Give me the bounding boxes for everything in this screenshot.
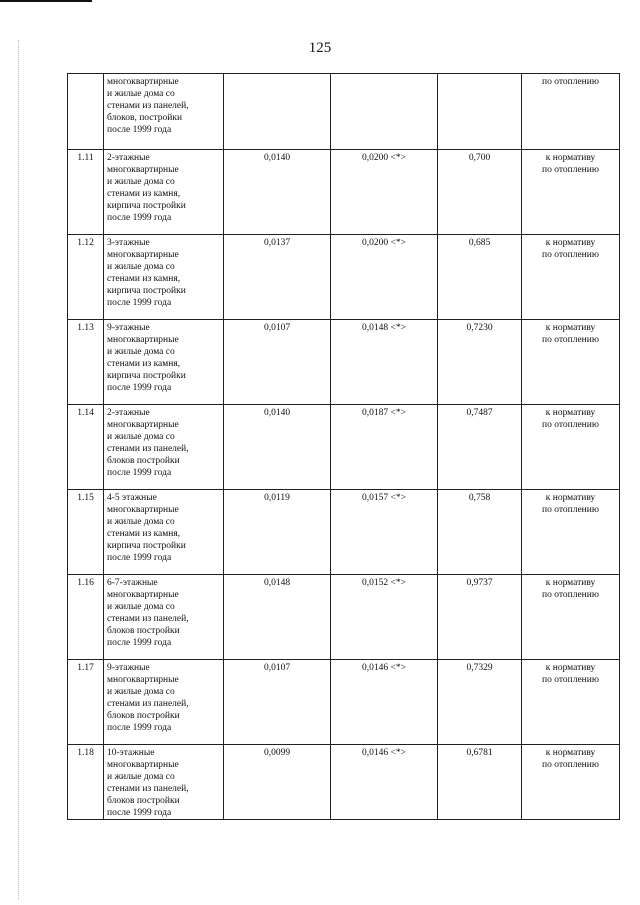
- table-row: [68, 235, 620, 320]
- description-line: 2-этажные: [107, 408, 150, 418]
- note-cell: [522, 745, 620, 820]
- table-row: [68, 405, 620, 490]
- table-row: [68, 490, 620, 575]
- note-line: по отоплению: [542, 760, 599, 770]
- tariff-table: [67, 73, 620, 820]
- note-cell: [522, 74, 620, 150]
- row-description-cell: [104, 575, 224, 660]
- description-line: кирпича постройки: [107, 541, 186, 551]
- row-description-cell: [104, 660, 224, 745]
- description-line: и жилые дома со: [107, 602, 175, 612]
- description-line: кирпича постройки: [107, 201, 186, 211]
- note-cell: [522, 575, 620, 660]
- description-line: блоков, постройки: [107, 113, 183, 123]
- value-cell-1: 0,0099: [224, 745, 331, 820]
- description-line: 3-этажные: [107, 238, 150, 248]
- row-description-cell: [104, 405, 224, 490]
- value-cell-3: 0,7230: [438, 320, 522, 405]
- note-line: по отоплению: [542, 250, 599, 260]
- note-cell: [522, 235, 620, 320]
- description-line: и жилые дома со: [107, 347, 175, 357]
- description-line: после 1999 года: [107, 638, 172, 648]
- description-line: 6-7-этажные: [107, 578, 158, 588]
- description-line: и жилые дома со: [107, 517, 175, 527]
- row-number-cell: 1.13: [68, 320, 104, 405]
- note-line: к нормативу: [545, 748, 596, 758]
- description-line: и жилые дома со: [107, 772, 175, 782]
- value-cell-1: 0,0148: [224, 575, 331, 660]
- table-row-continuation: [68, 74, 620, 150]
- description-line: стенами из камня,: [107, 274, 181, 284]
- description-line: стенами из панелей,: [107, 614, 189, 624]
- row-number-cell: 1.11: [68, 150, 104, 235]
- description-line: после 1999 года: [107, 125, 172, 135]
- description-line: блоков постройки: [107, 626, 180, 636]
- description-line: многоквартирные: [107, 675, 179, 685]
- description-line: 9-этажные: [107, 663, 150, 673]
- description-line: стенами из камня,: [107, 529, 181, 539]
- note-line: по отоплению: [542, 505, 599, 515]
- row-description-cell: [104, 745, 224, 820]
- table-body: [68, 74, 620, 820]
- row-number-cell: 1.15: [68, 490, 104, 575]
- description-line: стенами из панелей,: [107, 784, 189, 794]
- scan-edge-line: [18, 40, 19, 900]
- note-line: по отоплению: [542, 77, 599, 87]
- value-cell-2: 0,0148 <*>: [331, 320, 438, 405]
- note-line: по отоплению: [542, 590, 599, 600]
- description-line: после 1999 года: [107, 723, 172, 733]
- table-row: [68, 320, 620, 405]
- value-cell-1: 0,0119: [224, 490, 331, 575]
- description-line: и жилые дома со: [107, 89, 175, 99]
- note-cell: [522, 150, 620, 235]
- value-cell-2: 0,0157 <*>: [331, 490, 438, 575]
- value-cell-3: 0,7329: [438, 660, 522, 745]
- description-line: стенами из панелей,: [107, 101, 189, 111]
- value-cell-1: 0,0140: [224, 405, 331, 490]
- value-cell-3: [438, 74, 522, 150]
- note-line: к нормативу: [545, 663, 596, 673]
- table-row: [68, 660, 620, 745]
- description-line: стенами из камня,: [107, 359, 181, 369]
- description-line: многоквартирные: [107, 77, 179, 87]
- description-line: кирпича постройки: [107, 286, 186, 296]
- note-line: по отоплению: [542, 335, 599, 345]
- row-description-cell: [104, 320, 224, 405]
- table-row: [68, 575, 620, 660]
- description-line: 2-этажные: [107, 153, 150, 163]
- description-line: блоков постройки: [107, 456, 180, 466]
- table-row: [68, 745, 620, 820]
- value-cell-2: 0,0152 <*>: [331, 575, 438, 660]
- row-number-cell: 1.18: [68, 745, 104, 820]
- description-line: после 1999 года: [107, 213, 172, 223]
- description-line: после 1999 года: [107, 383, 172, 393]
- value-cell-3: 0,6781: [438, 745, 522, 820]
- description-line: стенами из панелей,: [107, 444, 189, 454]
- value-cell-2: 0,0146 <*>: [331, 660, 438, 745]
- row-number-cell: [68, 74, 104, 150]
- row-description-cell: [104, 74, 224, 150]
- value-cell-3: 0,758: [438, 490, 522, 575]
- description-line: многоквартирные: [107, 760, 179, 770]
- value-cell-1: 0,0137: [224, 235, 331, 320]
- note-line: к нормативу: [545, 408, 596, 418]
- description-line: многоквартирные: [107, 505, 179, 515]
- description-line: кирпича постройки: [107, 371, 186, 381]
- note-line: к нормативу: [545, 323, 596, 333]
- description-line: 9-этажные: [107, 323, 150, 333]
- value-cell-3: 0,700: [438, 150, 522, 235]
- value-cell-2: 0,0200 <*>: [331, 150, 438, 235]
- description-line: и жилые дома со: [107, 262, 175, 272]
- description-line: после 1999 года: [107, 298, 172, 308]
- row-number-cell: 1.14: [68, 405, 104, 490]
- note-line: по отоплению: [542, 165, 599, 175]
- description-line: после 1999 года: [107, 553, 172, 563]
- table-row: [68, 150, 620, 235]
- description-line: блоков постройки: [107, 711, 180, 721]
- row-number-cell: 1.17: [68, 660, 104, 745]
- note-cell: [522, 490, 620, 575]
- description-line: после 1999 года: [107, 468, 172, 478]
- description-line: многоквартирные: [107, 420, 179, 430]
- value-cell-2: 0,0187 <*>: [331, 405, 438, 490]
- note-cell: [522, 405, 620, 490]
- row-number-cell: 1.12: [68, 235, 104, 320]
- top-rule: [0, 0, 92, 2]
- note-cell: [522, 660, 620, 745]
- value-cell-2: 0,0146 <*>: [331, 745, 438, 820]
- description-line: многоквартирные: [107, 590, 179, 600]
- value-cell-3: 0,685: [438, 235, 522, 320]
- description-line: стенами из панелей,: [107, 699, 189, 709]
- page-number: 125: [308, 40, 332, 56]
- value-cell-1: 0,0107: [224, 320, 331, 405]
- note-cell: [522, 320, 620, 405]
- note-line: по отоплению: [542, 420, 599, 430]
- note-line: к нормативу: [545, 238, 596, 248]
- value-cell-3: 0,9737: [438, 575, 522, 660]
- description-line: многоквартирные: [107, 165, 179, 175]
- row-description-cell: [104, 490, 224, 575]
- value-cell-1: 0,0140: [224, 150, 331, 235]
- value-cell-1: [224, 74, 331, 150]
- description-line: стенами из камня,: [107, 189, 181, 199]
- description-line: и жилые дома со: [107, 687, 175, 697]
- value-cell-2: 0,0200 <*>: [331, 235, 438, 320]
- row-number-cell: 1.16: [68, 575, 104, 660]
- note-line: к нормативу: [545, 493, 596, 503]
- row-description-cell: [104, 235, 224, 320]
- description-line: 4-5 этажные: [107, 493, 157, 503]
- value-cell-3: 0,7487: [438, 405, 522, 490]
- note-line: к нормативу: [545, 153, 596, 163]
- note-line: к нормативу: [545, 578, 596, 588]
- description-line: многоквартирные: [107, 335, 179, 345]
- description-line: после 1999 года: [107, 808, 172, 818]
- row-description-cell: [104, 150, 224, 235]
- description-line: блоков постройки: [107, 796, 180, 806]
- description-line: и жилые дома со: [107, 177, 175, 187]
- value-cell-2: [331, 74, 438, 150]
- description-line: 10-этажные: [107, 748, 155, 758]
- note-line: по отоплению: [542, 675, 599, 685]
- description-line: и жилые дома со: [107, 432, 175, 442]
- value-cell-1: 0,0107: [224, 660, 331, 745]
- description-line: многоквартирные: [107, 250, 179, 260]
